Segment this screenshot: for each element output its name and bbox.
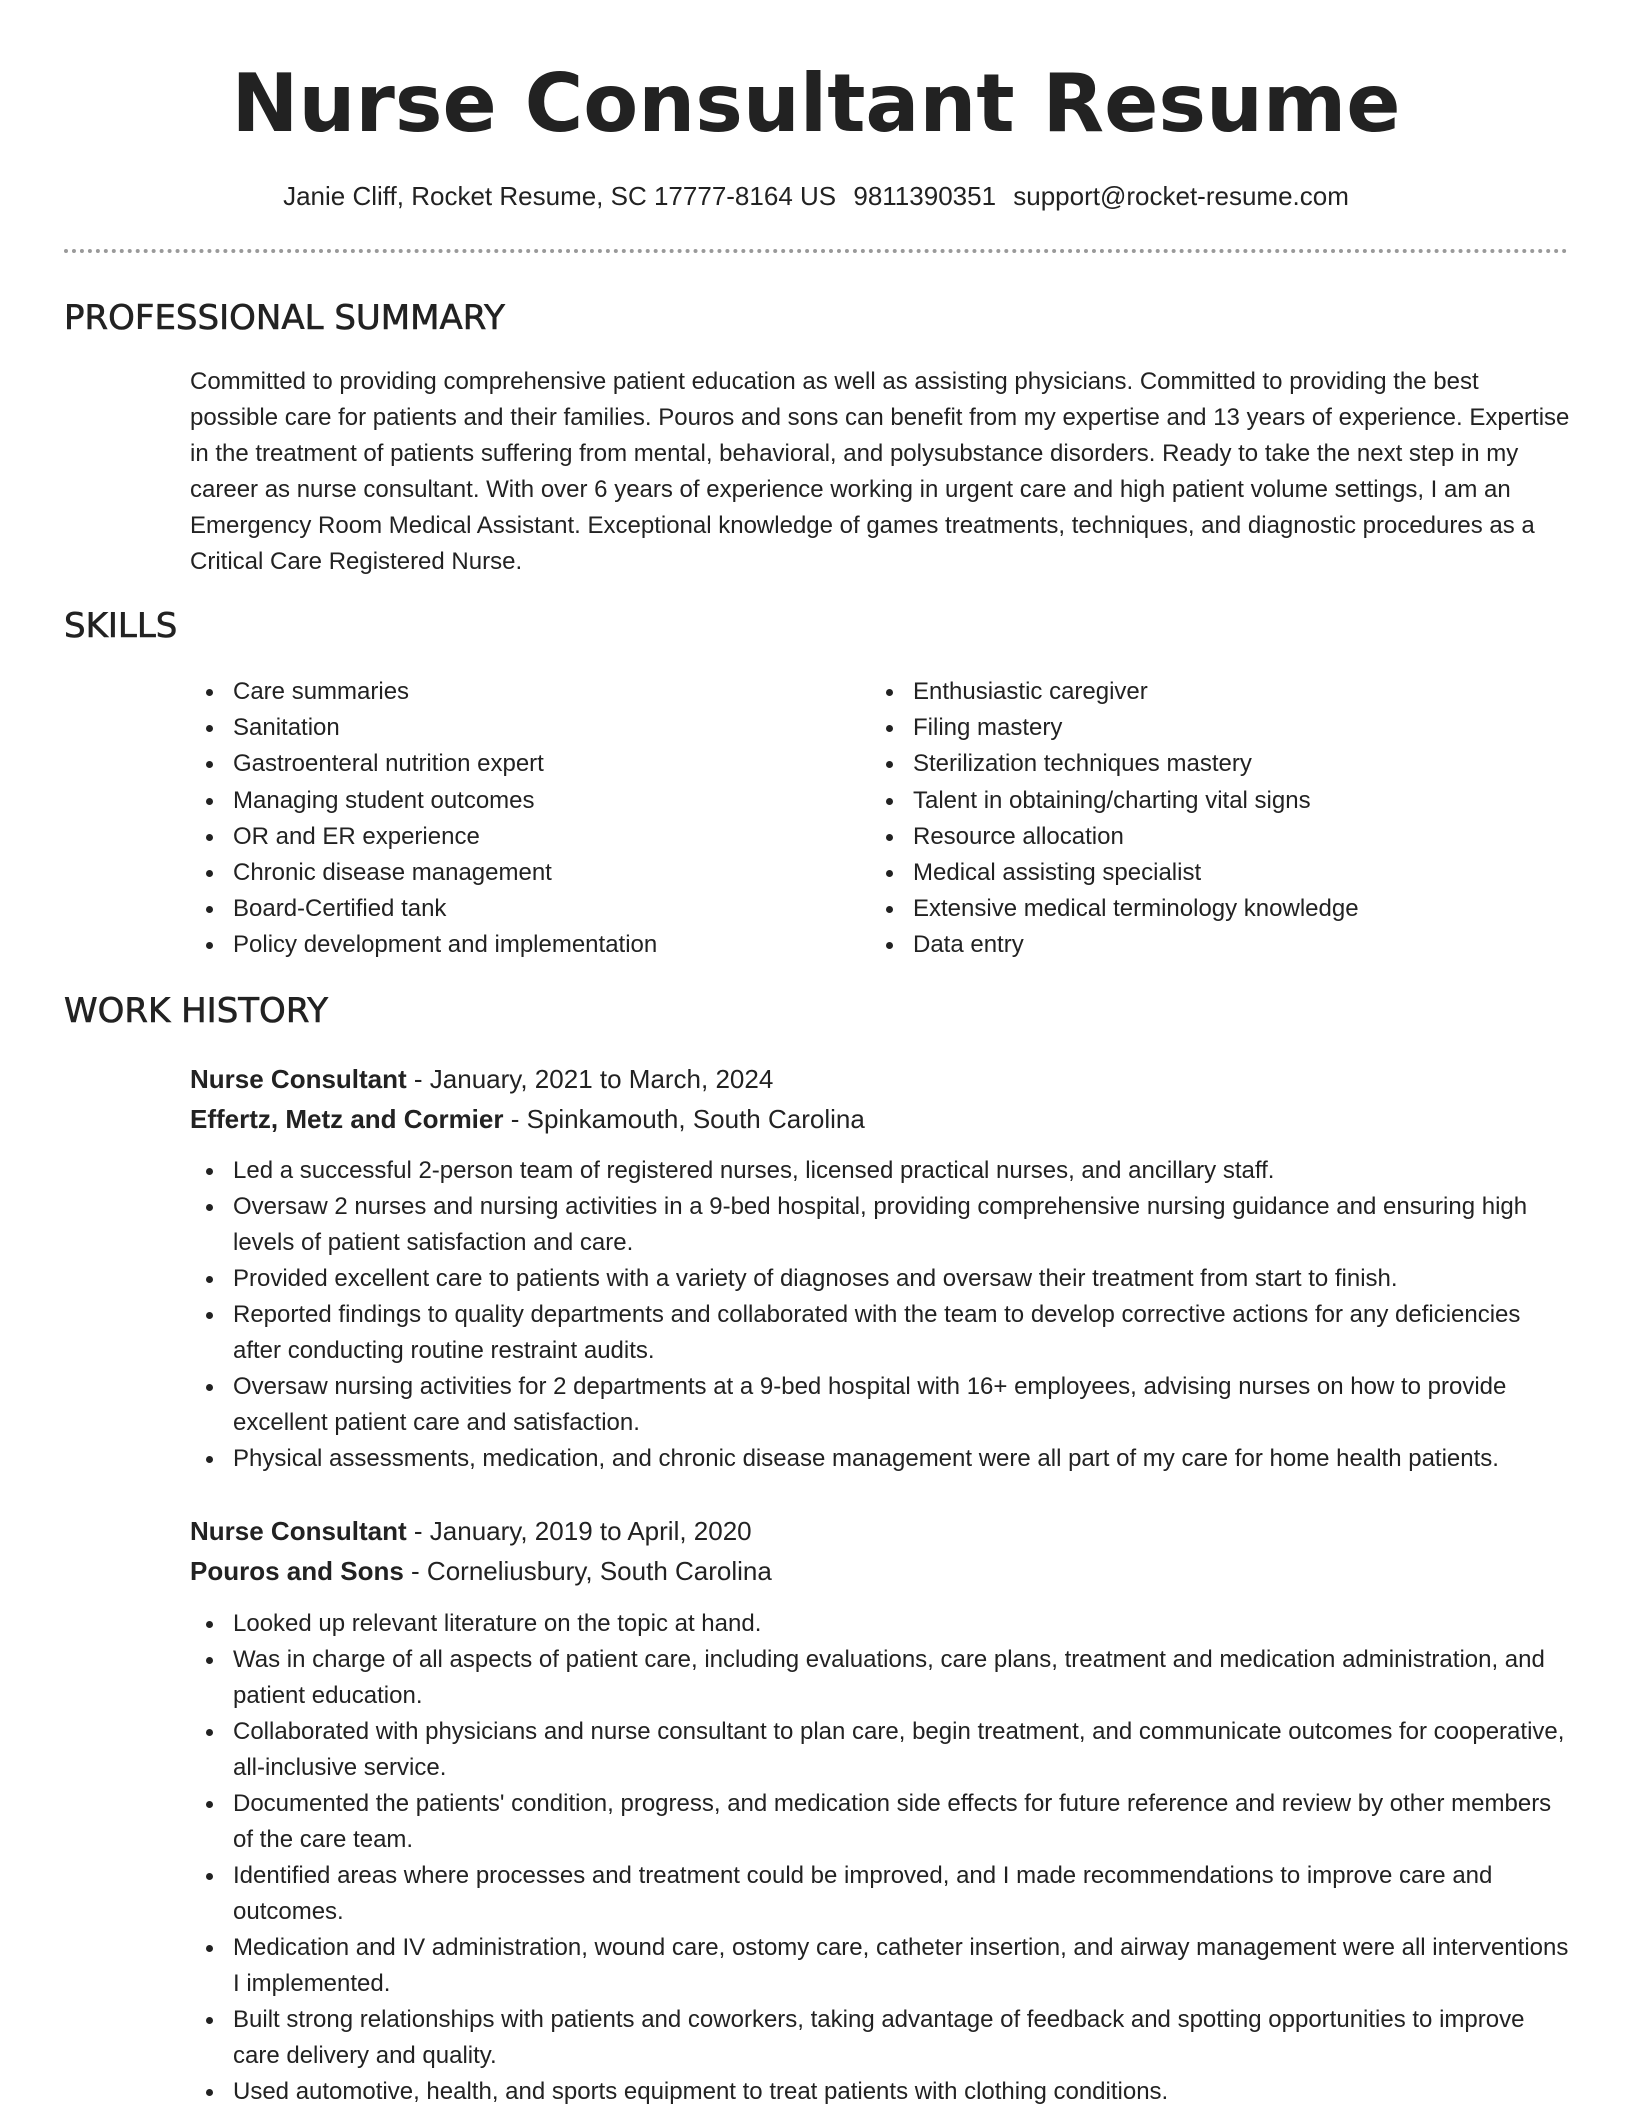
job-bullet: Oversaw nursing activities for 2 departments at a 9-bed hospital with 16+ employees, advising nurses on how to provide excellent patient care and satisfaction. xyxy=(190,1369,1570,1441)
job-bullet: Documented the patients' condition, progress, and medication side effects for future reference and review by other members of the care team. xyxy=(190,1786,1570,1858)
job-bullet: Identified areas where processes and treatment could be improved, and I made recommendations to improve care and outcomes. xyxy=(190,1858,1570,1930)
job-company: Pouros and Sons xyxy=(190,1556,404,1586)
skill-item: Gastroenteral nutrition expert xyxy=(190,746,810,782)
skill-item: Talent in obtaining/charting vital signs xyxy=(870,783,1490,819)
skill-item: Medical assisting specialist xyxy=(870,855,1490,891)
skills-heading: SKILLS xyxy=(64,606,178,646)
resume-title: Nurse Consultant Resume xyxy=(231,57,1401,150)
job-bullet: Medication and IV administration, wound care, ostomy care, catheter insertion, and airway management were all interventions I implemented. xyxy=(190,1930,1570,2002)
skills-list-right xyxy=(870,674,1490,964)
job-bullets xyxy=(190,1606,1570,2110)
job-bullet: Was in charge of all aspects of patient care, including evaluations, care plans, treatment and medication administration, and patient education. xyxy=(190,1642,1570,1714)
job-title-line xyxy=(190,1061,773,1097)
summary-text: Committed to providing comprehensive patient education as well as assisting physicians. Committed to providing the best possible care for patients and their families. Pouros and sons can benefit from my expertise and 13 years of experience. Expertise in the treatment of patients suffering from mental, behavioral, and polysubstance disorders. Ready to take the next step in my career as nurse consultant. With over 6 years of experience working in urgent care and high patient volume settings, I am an Emergency Room Medical Assistant. Exceptional knowledge of games treatments, techniques, and diagnostic procedures as a Critical Care Registered Nurse. xyxy=(190,368,1570,575)
skill-item: Policy development and implementation xyxy=(190,927,810,963)
job-bullet: Reported findings to quality departments and collaborated with the team to develop corrective actions for any deficiencies after conducting routine restraint audits. xyxy=(190,1297,1570,1369)
job-title-line xyxy=(190,1513,752,1549)
skill-item: Care summaries xyxy=(190,674,810,710)
job-bullet: Physical assessments, medication, and chronic disease management were all part of my care for home health patients. xyxy=(190,1441,1570,1477)
skill-item: Chronic disease management xyxy=(190,855,810,891)
skill-item: OR and ER experience xyxy=(190,819,810,855)
job-bullet: Led a successful 2-person team of registered nurses, licensed practical nurses, and ancillary staff. xyxy=(190,1153,1570,1189)
skill-item: Sterilization techniques mastery xyxy=(870,746,1490,782)
contact-line xyxy=(64,180,1568,212)
skill-item: Extensive medical terminology knowledge xyxy=(870,891,1490,927)
skill-item: Board-Certified tank xyxy=(190,891,810,927)
job-company-line xyxy=(190,1553,772,1589)
skill-item: Managing student outcomes xyxy=(190,783,810,819)
job-dates: - January, 2021 to March, 2024 xyxy=(406,1064,774,1094)
job-company-line xyxy=(190,1101,865,1137)
skill-item: Enthusiastic caregiver xyxy=(870,674,1490,710)
job-bullets xyxy=(190,1153,1570,1477)
skill-item: Sanitation xyxy=(190,710,810,746)
job-bullet: Used automotive, health, and sports equipment to treat patients with clothing conditions. xyxy=(190,2074,1570,2110)
job-bullet: Oversaw 2 nurses and nursing activities in a 9-bed hospital, providing comprehensive nursing guidance and ensuring high levels of patient satisfaction and care. xyxy=(190,1189,1570,1261)
work-heading: WORK HISTORY xyxy=(64,991,329,1031)
skill-item: Filing mastery xyxy=(870,710,1490,746)
skill-item: Resource allocation xyxy=(870,819,1490,855)
job-bullet: Collaborated with physicians and nurse consultant to plan care, begin treatment, and communicate outcomes for cooperative, all-inclusive service. xyxy=(190,1714,1570,1786)
skill-item: Data entry xyxy=(870,927,1490,963)
job-bullet: Provided excellent care to patients with a variety of diagnoses and oversaw their treatment from start to finish. xyxy=(190,1261,1570,1297)
contact-phone: 9811390351 xyxy=(853,181,997,211)
contact-email: support@rocket-resume.com xyxy=(1013,181,1349,211)
job-title: Nurse Consultant xyxy=(190,1516,407,1546)
job-dates: - January, 2019 to April, 2020 xyxy=(406,1516,752,1546)
job-location: - Corneliusbury, South Carolina xyxy=(403,1556,772,1586)
skills-list-left xyxy=(190,674,810,964)
header-divider xyxy=(64,249,1568,253)
summary-heading: PROFESSIONAL SUMMARY xyxy=(64,298,505,338)
resume-page xyxy=(64,0,1570,2105)
contact-address: Janie Cliff, Rocket Resume, SC 17777-8164 US xyxy=(283,181,837,211)
job-bullet: Built strong relationships with patients and coworkers, taking advantage of feedback and spotting opportunities to improve care delivery and quality. xyxy=(190,2002,1570,2074)
job-bullet: Looked up relevant literature on the topic at hand. xyxy=(190,1606,1570,1642)
job-company: Effertz, Metz and Cormier xyxy=(190,1104,504,1134)
job-location: - Spinkamouth, South Carolina xyxy=(503,1104,865,1134)
job-title: Nurse Consultant xyxy=(190,1064,407,1094)
